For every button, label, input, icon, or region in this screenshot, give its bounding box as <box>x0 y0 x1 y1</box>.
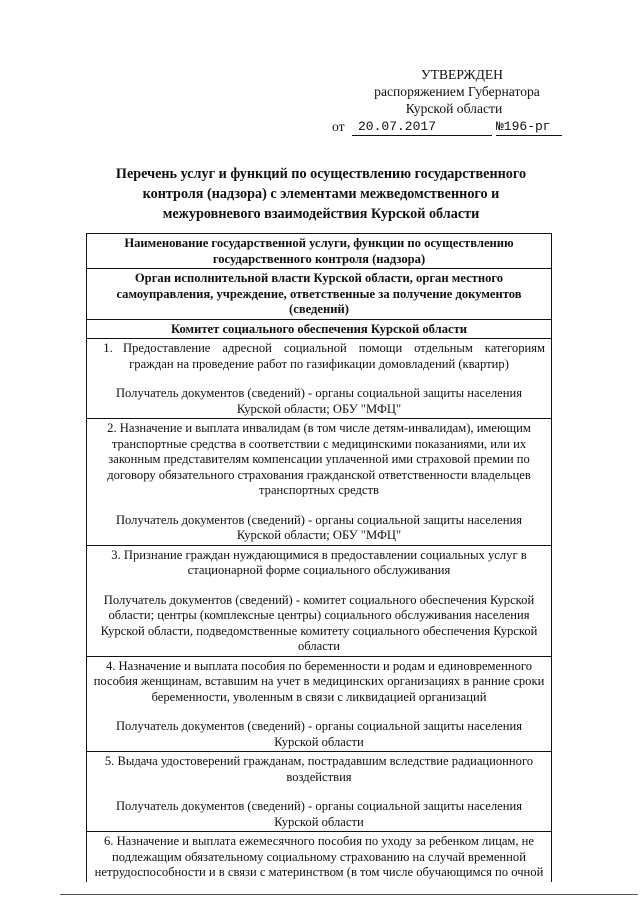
table-header-service <box>87 234 551 269</box>
approval-region: Курской области <box>405 101 503 116</box>
service-number: 1. <box>103 341 113 355</box>
section-title: Комитет социального обеспечения Курской области <box>170 321 468 336</box>
service-name: Предоставление адресной социальной помощи отдельным категориям граждан на проведение работ по газификации домовладений (квартир) <box>123 341 545 371</box>
approval-title: УТВЕРЖДЕН <box>421 67 503 82</box>
header-authority-text: Орган исполнительной власти Курской области, орган местного самоуправления, учреждение, ответственные за получение документов (сведений) <box>116 271 522 316</box>
approval-block <box>330 66 570 136</box>
table-row <box>87 546 551 657</box>
date-prefix-label: от <box>332 119 345 134</box>
table-row <box>87 419 551 546</box>
table-row <box>87 339 551 419</box>
approval-by-order: распоряжением Губернатора <box>374 84 540 99</box>
recipient-text: Получатель документов (сведений) - органы социальной защиты населения Курской области; ОБУ "МФЦ" <box>115 386 523 416</box>
service-text <box>93 341 545 372</box>
table-row <box>87 752 551 832</box>
approval-date: 20.07.2017 <box>352 118 492 136</box>
approval-number: №196-рг <box>496 118 562 136</box>
table-row <box>87 657 551 753</box>
services-table <box>86 233 552 882</box>
document-title: Перечень услуг и функций по осуществлению государственного контроля (надзора) с элементами межведомственного и межуровневого взаимодействия Курской области <box>115 166 527 222</box>
recipient-text: Получатель документов (сведений) - органы социальной защиты населения Курской области <box>115 719 523 749</box>
service-text: 6. Назначение и выплата ежемесячного пособия по уходу за ребенком лицам, не подлежащим обязательному социальному страхованию на случай временной нетрудоспособности и в связи с материнством (в том числе обучающимся по очной <box>94 834 544 879</box>
recipient-text: Получатель документов (сведений) - органы социальной защиты населения Курской области; ОБУ "МФЦ" <box>115 512 523 542</box>
recipient-text: Получатель документов (сведений) - органы социальной защиты населения Курской области <box>115 799 523 829</box>
recipient-text: Получатель документов (сведений) - комитет социального обеспечения Курской области; центры (комплексные центры) социального обслуживания населения Курской области, подведомственные комитету социального обеспечения Курской области <box>100 592 538 653</box>
page-bottom-rule <box>60 894 638 895</box>
table-header-authority <box>87 269 551 320</box>
approval-date-number-line <box>330 118 570 136</box>
service-text: 2. Назначение и выплата инвалидам (в том числе детям-инвалидам), имеющим транспортные средства в соответствии с медицинскими показаниями, или их законным представителям компенсации уплаченной ими страховой премии по договору обязательного страхования гражданской ответственности владельцев транспортных средств <box>107 421 531 497</box>
table-row <box>87 832 551 882</box>
service-text: 5. Выдача удостоверений гражданам, пострадавшим вследствие радиационного воздействия <box>104 754 534 784</box>
header-service-text: Наименование государственной услуги, функции по осуществлению государственного контроля (надзора) <box>124 236 514 266</box>
service-text: 4. Назначение и выплата пособия по беременности и родам и единовременного пособия женщинам, вставшим на учет в медицинских организациях в ранние сроки беременности, уволенным в связи с ликвидацией организаций <box>93 658 545 704</box>
service-text: 3. Признание граждан нуждающимися в предоставлении социальных услуг в стационарной форме социального обслуживания <box>111 547 527 577</box>
table-section-committee <box>87 320 551 340</box>
